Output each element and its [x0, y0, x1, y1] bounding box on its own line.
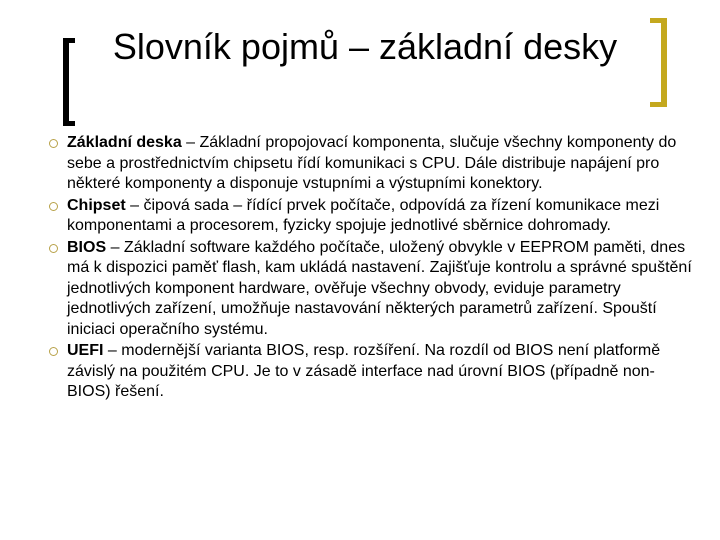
- left-bracket-decoration: [63, 38, 75, 126]
- circle-bullet-icon: [49, 244, 58, 253]
- circle-bullet-icon: [49, 202, 58, 211]
- term-label: Chipset: [67, 196, 126, 214]
- circle-bullet-icon: [49, 139, 58, 148]
- term-definition: – modernější varianta BIOS, resp. rozšíření. Na rozdíl od BIOS není platformě závislý na použitém CPU. Je to v zásadě interface nad úrovní BIOS (případně non-BIOS) řešení.: [67, 342, 661, 400]
- circle-bullet-icon: [49, 347, 58, 356]
- bullet-list: [48, 133, 698, 404]
- term-definition: – čipová sada – řídící prvek počítače, odpovídá za řízení komunikace mezi komponentami a procesorem, fyzicky spojuje jednotlivé sběrnice dohromady.: [67, 196, 660, 234]
- right-bracket-decoration: [650, 18, 667, 107]
- term-label: BIOS: [67, 238, 107, 256]
- term-definition: – Základní software každého počítače, uložený obvykle v EEPROM paměti, dnes má k dispozici paměť flash, kam ukládá nastavení. Zajišťuje kontrolu a správné spuštění jednotlivých komponent hardware, ověřuje všechny obvody, eviduje parametry jednotlivých zařízení, umožňuje nastavování některých parametrů zařízení. Spouští iniciaci operačního systému.: [67, 238, 692, 338]
- term-definition: – Základní propojovací komponenta, slučuje všechny komponenty do sebe a prostřednictvím chipsetu řídí komunikaci s CPU. Dále distribuje napájení pro některé komponenty a disponuje vstupními a výstupními konektory.: [67, 134, 677, 192]
- term-label: Základní deska: [67, 134, 182, 151]
- list-item: [48, 238, 698, 341]
- term-label: UEFI: [67, 342, 104, 359]
- list-item: [48, 133, 698, 195]
- list-item: [48, 196, 698, 237]
- slide-title: Slovník pojmů – základní desky: [112, 26, 618, 67]
- list-item: [48, 341, 698, 403]
